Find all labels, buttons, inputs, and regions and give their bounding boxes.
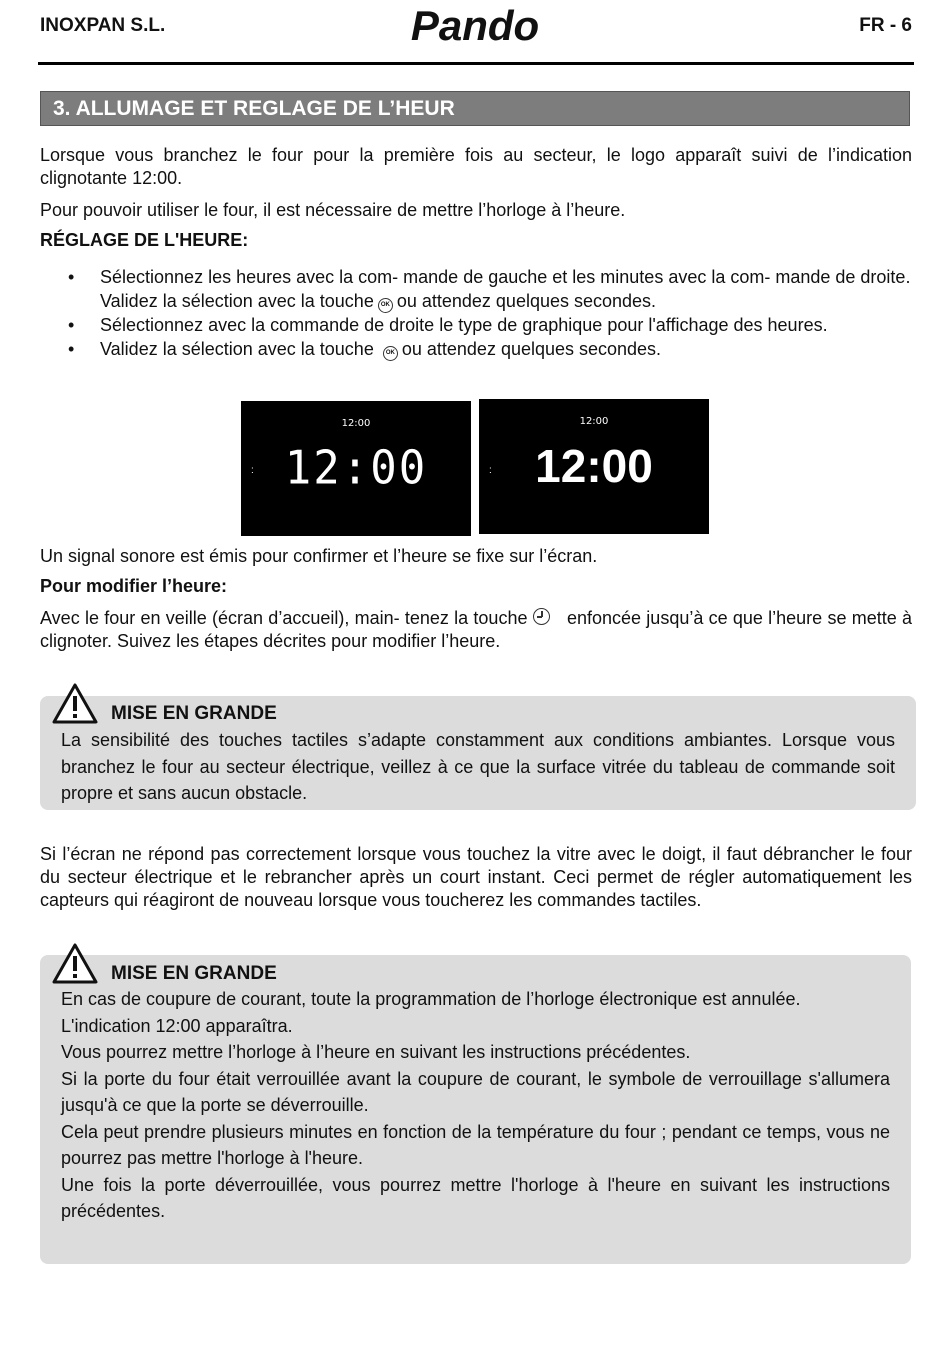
warning-line: L'indication 12:00 apparaîtra. — [61, 1015, 293, 1036]
bullet-icon: • — [68, 315, 75, 335]
intro-paragraph-1: Lorsque vous branchez le four pour la première fois au secteur, le logo apparaît suivi de l’indication clignotante 12:00. — [40, 145, 912, 188]
company-name: INOXPAN S.L. — [40, 15, 166, 36]
step-text: ou attendez quelques secondes. — [396, 291, 657, 311]
display-small-time: 12:00 — [341, 418, 371, 429]
modify-paragraph — [40, 607, 912, 653]
step-text: Sélectionnez avec la commande de droite le type de graphique pour l'affichage des heures. — [100, 315, 828, 335]
modify-heading: Pour modifier l’heure: — [40, 576, 228, 596]
warning-triangle-icon — [52, 942, 98, 984]
modify-text: Avec le four en veille (écran d’accueil), main- tenez la touche — [40, 608, 528, 628]
clock-icon — [533, 608, 550, 625]
setting-steps-list — [40, 265, 912, 361]
list-item — [40, 337, 912, 361]
warning-title-2: MISE EN GRANDE — [111, 963, 277, 984]
touch-reset-paragraph: Si l’écran ne répond pas correctement lorsque vous touchez la vitre avec le doigt, il faut débrancher le four du secteur électrique et le rebrancher après un court instant. Ceci permet de régler automatiquement les capteurs qui réagiront de nouveau lorsque vous toucherez les commandes tactiles. — [40, 844, 912, 910]
warning-triangle-icon — [52, 682, 98, 724]
list-item — [40, 265, 912, 313]
warning-line: En cas de coupure de courant, toute la programmation de l’horloge électronique est annulée. — [61, 989, 801, 1009]
display-big-time: 12:00 — [535, 440, 653, 492]
setting-heading: RÉGLAGE DE L'HEURE: — [40, 230, 249, 250]
warning-text-1: La sensibilité des touches tactiles s’adapte constamment aux conditions ambiantes. Lorsque vous branchez le four au secteur électrique, veillez à ce que la surface vitrée du tableau de commande soit propre et sans aucun obstacle. — [61, 730, 895, 803]
section-title: 3. ALLUMAGE ET REGLAGE DE L’HEUR — [40, 91, 910, 126]
step-text: Sélectionnez les heures avec la com- mande de gauche et les minutes avec la com- mande de droite. Validez la sélection avec la touche — [100, 267, 911, 311]
list-item — [40, 313, 912, 337]
display-indicator: : — [251, 465, 254, 476]
warning-line: Vous pourrez mettre l’horloge à l’heure en suivant les instructions précédentes. — [61, 1042, 691, 1062]
ok-button-icon: OK — [383, 346, 398, 361]
display-indicator: : — [489, 465, 492, 476]
brand-logo: Pando — [410, 2, 540, 49]
clock-display-bold — [479, 399, 709, 534]
display-small-time: 12:00 — [579, 416, 609, 427]
bullet-icon: • — [68, 267, 75, 287]
step-text: ou attendez quelques secondes. — [401, 339, 662, 359]
ok-button-icon: OK — [378, 298, 393, 313]
warning-line: Cela peut prendre plusieurs minutes en fonction de la température du four ; pendant ce temps, vous ne pourrez pas mettre l'horloge à l'heure. — [61, 1121, 890, 1168]
warning-line: Une fois la porte déverrouillée, vous pourrez mettre l'horloge à l'heure en suivant les instructions précédentes. — [61, 1174, 890, 1221]
warning-line: Si la porte du four était verrouillée avant la coupure de courant, le symbole de verrouillage s'allumera jusqu'à ce que la porte se déverrouille. — [61, 1068, 890, 1115]
intro-paragraph-2: Pour pouvoir utiliser le four, il est nécessaire de mettre l’horloge à l’heure. — [40, 200, 626, 220]
warning-text-2 — [61, 986, 890, 1225]
modify-text: enfoncée jusqu’à ce que l’heure se mette à clignoter. Suivez les étapes décrites pour modifier l’heure. — [40, 608, 912, 651]
bullet-icon: • — [68, 339, 75, 359]
warning-title-1: MISE EN GRANDE — [111, 703, 277, 724]
display-big-time: 12:00 — [284, 441, 428, 496]
confirm-paragraph: Un signal sonore est émis pour confirmer et l’heure se fixe sur l’écran. — [40, 546, 598, 566]
header-rule — [38, 62, 914, 65]
page-number: FR - 6 — [859, 15, 912, 36]
step-text: Validez la sélection avec la touche — [100, 339, 374, 359]
clock-display-segment — [241, 401, 471, 536]
